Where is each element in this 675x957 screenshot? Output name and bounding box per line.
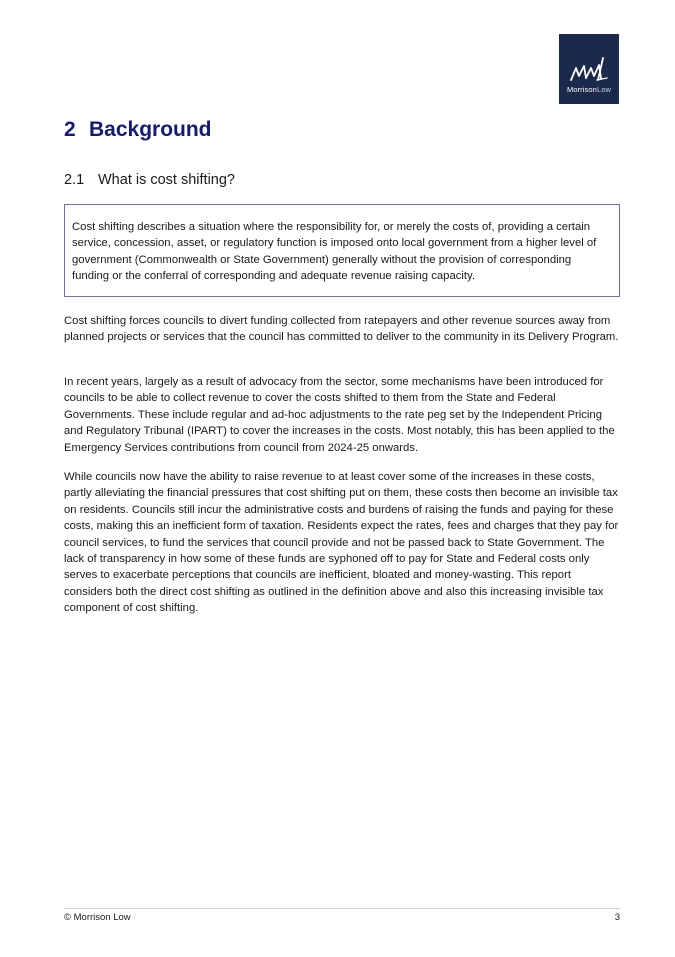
subsection-title: What is cost shifting? [98, 172, 235, 188]
definition-box [64, 204, 620, 297]
section-number: 2 [64, 118, 76, 141]
definition-text: Cost shifting describes a situation where the responsibility for, or merely the costs of, providing a certain service, concession, asset, or regulatory function is imposed onto local government from a higher level of government (Commonwealth or State Government) generally without the provision of corresponding funding or the conferral of corresponding and adequate revenue raising capacity. [72, 221, 597, 283]
section-title: Background [89, 118, 212, 141]
body-paragraph-2: In recent years, largely as a result of advocacy from the sector, some mechanisms have been introduced for councils to be able to collect revenue to cover the costs shifted to them from the State and Federal Governments. These include regular and ad-hoc adjustments to the rate peg set by the Independent Pricing and Regulatory Tribunal (IPART) to cover the increases in the costs. Most notably, this has been applied to the Emergency Services contributions from council from 2024-25 onwards. [64, 376, 615, 454]
subsection-number: 2.1 [64, 172, 85, 188]
logo-wordmark: MorrisonLow [566, 85, 612, 94]
page-number: 3 [614, 912, 620, 923]
logo-mark-icon [567, 56, 611, 82]
footer-copyright: © Morrison Low [64, 912, 131, 923]
body-paragraph-1: Cost shifting forces councils to divert funding collected from ratepayers and other revenue sources away from planned projects or services that the council has committed to deliver to the community in its Delivery Program. [64, 315, 619, 344]
body-paragraph-3: While councils now have the ability to raise revenue to at least cover some of the increases in these costs, partly alleviating the financial pressures that cost shifting put on them, these costs then become an invisible tax on residents. Councils still incur the administrative costs and burdens of raising the funds and paying for these costs, making this an inefficient form of taxation. Residents expect the rates, fees and charges that they pay for council services, to fund the services that council provide and not be passed back to State Government. The lack of transparency in how some of these funds are syphoned off to pay for State and Federal costs only serves to exacerbate perceptions that councils are inefficient, bloated and money-wasting. This report considers both the direct cost shifting as outlined in the definition above and also this increasing invisible tax component of cost shifting. [64, 471, 619, 615]
morrison-low-logo [559, 34, 619, 104]
footer-divider [64, 908, 620, 909]
subsection-heading [64, 172, 235, 188]
section-heading [64, 118, 212, 142]
